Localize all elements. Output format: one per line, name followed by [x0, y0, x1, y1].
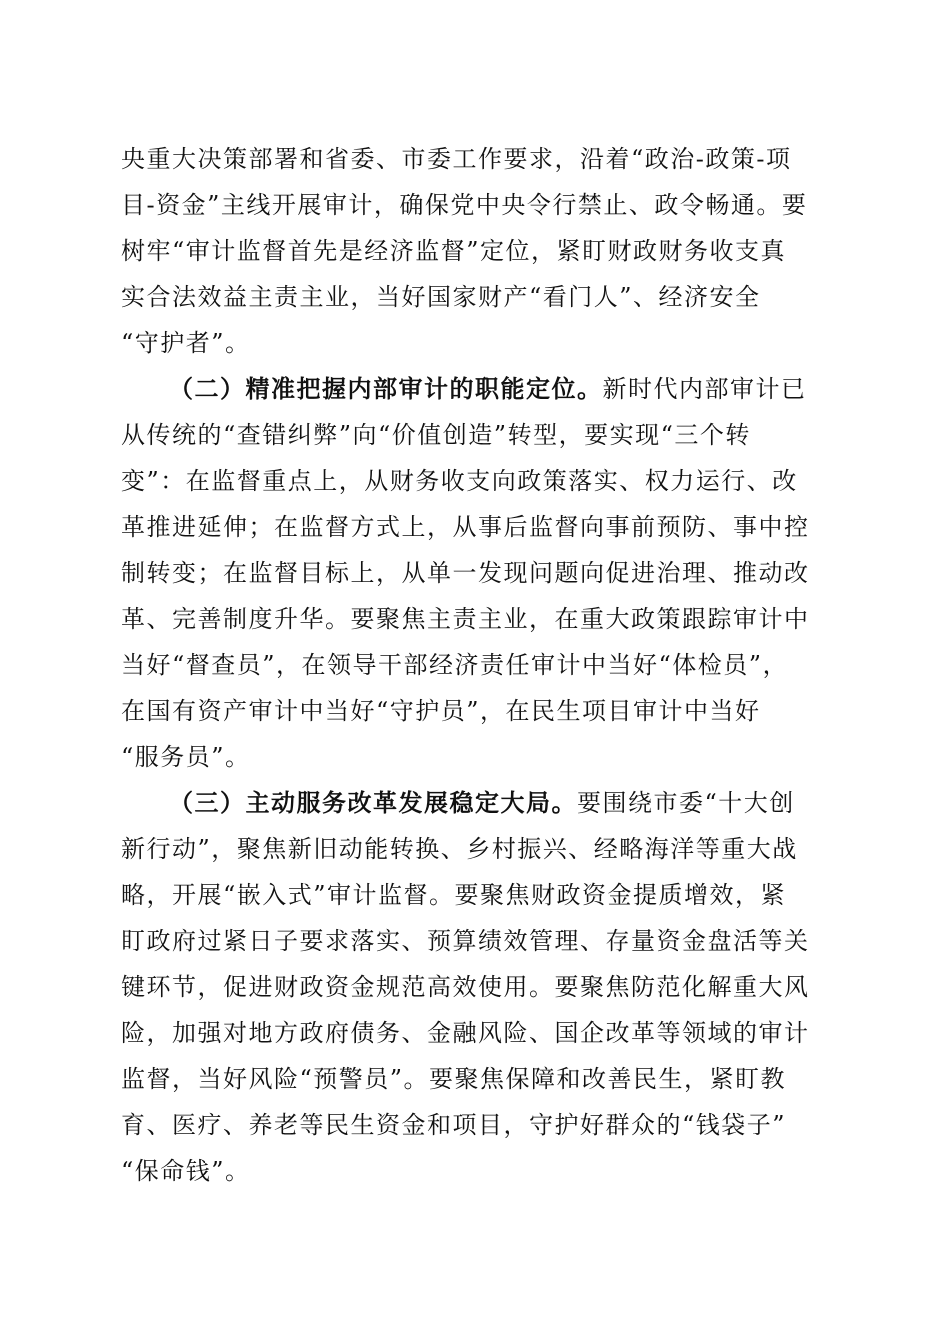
- text-line: 革推进延伸；在监督方式上，从事后监督向事前预防、事中控: [121, 513, 810, 541]
- text-line: 制转变；在监督目标上，从单一发现问题向促进治理、推动改: [121, 559, 810, 587]
- text-line: “保命钱”。: [121, 1157, 251, 1185]
- text-line: 监督，当好风险“预警员”。要聚焦保障和改善民生，紧盯教: [121, 1065, 787, 1093]
- text-line: 略，开展“嵌入式”审计监督。要聚焦财政资金提质增效，紧: [121, 881, 787, 909]
- text-line: 革、完善制度升华。要聚焦主责主业，在重大政策跟踪审计中: [121, 605, 810, 633]
- section-heading: （三）主动服务改革发展稳定大局。: [169, 788, 577, 817]
- text-line-first: [169, 781, 795, 825]
- section-heading: （二）精准把握内部审计的职能定位。: [169, 374, 603, 403]
- text-line: 实合法效益主责主业，当好国家财产“看门人”、经济安全: [121, 283, 761, 311]
- text-line: 目-资金”主线开展审计，确保党中央令行禁止、政令畅通。要: [121, 191, 808, 219]
- text-run: 要围绕市委“十大创: [577, 789, 795, 817]
- text-line-first: [169, 367, 807, 411]
- text-line: 险，加强对地方政府债务、金融风险、国企改革等领域的审计: [121, 1019, 810, 1047]
- text-line: 从传统的“查错纠弊”向“价值创造”转型，要实现“三个转: [121, 421, 751, 449]
- text-line: “守护者”。: [121, 329, 251, 357]
- text-line: 键环节，促进财政资金规范高效使用。要聚焦防范化解重大风: [121, 973, 810, 1001]
- text-line: 新行动”，聚焦新旧动能转换、乡村振兴、经略海洋等重大战: [121, 835, 798, 863]
- text-line: “服务员”。: [121, 743, 251, 771]
- text-line: 当好“督查员”，在领导干部经济责任审计中当好“体检员”，: [121, 651, 789, 679]
- text-line: 盯政府过紧日子要求落实、预算绩效管理、存量资金盘活等关: [121, 927, 810, 955]
- text-line: 育、医疗、养老等民生资金和项目，守护好群众的“钱袋子”: [121, 1111, 787, 1139]
- text-line: 在国有资产审计中当好“守护员”，在民生项目审计中当好: [121, 697, 761, 725]
- text-run: 新时代内部审计已: [602, 375, 807, 403]
- text-line: 变”：在监督重点上，从财务收支向政策落实、权力运行、改: [121, 467, 798, 495]
- text-line: 树牢“审计监督首先是经济监督”定位，紧盯财政财务收支真: [121, 237, 787, 265]
- text-line: 央重大决策部署和省委、市委工作要求，沿着“政治-政策-项: [121, 145, 792, 173]
